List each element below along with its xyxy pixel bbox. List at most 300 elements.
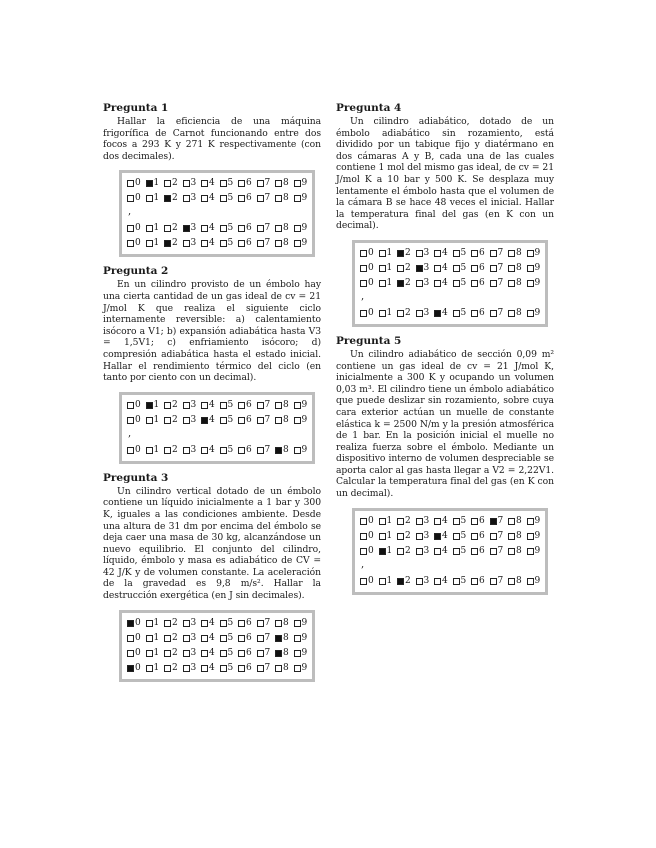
digit-option[interactable] xyxy=(434,547,453,556)
checkbox[interactable] xyxy=(238,447,245,454)
checkbox[interactable] xyxy=(527,280,534,287)
checkbox-checked[interactable] xyxy=(434,533,441,540)
digit-option[interactable] xyxy=(416,309,435,318)
checkbox[interactable] xyxy=(146,240,153,247)
checkbox[interactable] xyxy=(508,310,515,317)
digit-option[interactable] xyxy=(257,649,276,658)
checkbox[interactable] xyxy=(238,665,245,672)
digit-option[interactable] xyxy=(360,517,379,526)
checkbox[interactable] xyxy=(397,265,404,272)
digit-option[interactable] xyxy=(490,264,509,273)
checkbox[interactable] xyxy=(434,518,441,525)
digit-option[interactable] xyxy=(434,532,453,541)
digit-option[interactable] xyxy=(397,279,416,288)
digit-option[interactable] xyxy=(527,517,546,526)
checkbox[interactable] xyxy=(294,195,301,202)
digit-option[interactable] xyxy=(397,532,416,541)
digit-option[interactable] xyxy=(379,577,398,586)
digit-option[interactable] xyxy=(490,577,509,586)
checkbox[interactable] xyxy=(238,225,245,232)
digit-option[interactable] xyxy=(434,249,453,258)
digit-option[interactable] xyxy=(471,264,490,273)
digit-option[interactable] xyxy=(127,194,146,203)
checkbox[interactable] xyxy=(257,447,264,454)
checkbox[interactable] xyxy=(471,265,478,272)
digit-option[interactable] xyxy=(238,649,257,658)
checkbox[interactable] xyxy=(183,620,190,627)
digit-option[interactable] xyxy=(527,309,546,318)
digit-option[interactable] xyxy=(238,416,257,425)
checkbox[interactable] xyxy=(471,548,478,555)
checkbox[interactable] xyxy=(201,650,208,657)
digit-option[interactable] xyxy=(360,547,379,556)
checkbox[interactable] xyxy=(257,225,264,232)
checkbox[interactable] xyxy=(164,620,171,627)
checkbox-checked[interactable] xyxy=(146,180,153,187)
digit-option[interactable] xyxy=(294,224,313,233)
digit-option[interactable] xyxy=(220,446,239,455)
checkbox[interactable] xyxy=(360,250,367,257)
digit-option[interactable] xyxy=(471,279,490,288)
checkbox[interactable] xyxy=(220,650,227,657)
checkbox[interactable] xyxy=(294,620,301,627)
digit-option[interactable] xyxy=(527,279,546,288)
digit-option[interactable] xyxy=(257,179,276,188)
checkbox[interactable] xyxy=(379,310,386,317)
digit-option[interactable] xyxy=(471,249,490,258)
digit-option[interactable] xyxy=(275,664,294,673)
checkbox[interactable] xyxy=(453,578,460,585)
checkbox[interactable] xyxy=(127,402,134,409)
checkbox[interactable] xyxy=(275,225,282,232)
digit-option[interactable] xyxy=(220,224,239,233)
digit-option[interactable] xyxy=(416,532,435,541)
checkbox[interactable] xyxy=(416,548,423,555)
checkbox[interactable] xyxy=(257,665,264,672)
checkbox-checked[interactable] xyxy=(379,548,386,555)
checkbox[interactable] xyxy=(164,650,171,657)
digit-option[interactable] xyxy=(416,279,435,288)
digit-option[interactable] xyxy=(294,664,313,673)
digit-option[interactable] xyxy=(201,664,220,673)
checkbox[interactable] xyxy=(360,280,367,287)
checkbox[interactable] xyxy=(397,548,404,555)
checkbox[interactable] xyxy=(220,620,227,627)
digit-option[interactable] xyxy=(453,249,472,258)
checkbox[interactable] xyxy=(508,578,515,585)
digit-option[interactable] xyxy=(508,249,527,258)
checkbox[interactable] xyxy=(146,225,153,232)
checkbox[interactable] xyxy=(275,195,282,202)
digit-option[interactable] xyxy=(471,532,490,541)
digit-option[interactable] xyxy=(294,619,313,628)
digit-option[interactable] xyxy=(127,416,146,425)
checkbox[interactable] xyxy=(146,635,153,642)
checkbox[interactable] xyxy=(508,518,515,525)
checkbox[interactable] xyxy=(238,620,245,627)
checkbox[interactable] xyxy=(490,310,497,317)
digit-option[interactable] xyxy=(294,649,313,658)
checkbox[interactable] xyxy=(146,665,153,672)
digit-option[interactable] xyxy=(508,309,527,318)
digit-option[interactable] xyxy=(201,401,220,410)
checkbox[interactable] xyxy=(220,635,227,642)
checkbox[interactable] xyxy=(434,250,441,257)
digit-option[interactable] xyxy=(201,416,220,425)
checkbox[interactable] xyxy=(183,665,190,672)
digit-option[interactable] xyxy=(379,547,398,556)
checkbox[interactable] xyxy=(508,265,515,272)
digit-option[interactable] xyxy=(275,224,294,233)
digit-option[interactable] xyxy=(360,532,379,541)
digit-option[interactable] xyxy=(238,239,257,248)
checkbox[interactable] xyxy=(146,417,153,424)
checkbox-checked[interactable] xyxy=(416,265,423,272)
checkbox[interactable] xyxy=(379,265,386,272)
digit-option[interactable] xyxy=(238,664,257,673)
digit-option[interactable] xyxy=(508,577,527,586)
checkbox[interactable] xyxy=(183,195,190,202)
checkbox[interactable] xyxy=(220,195,227,202)
digit-option[interactable] xyxy=(397,309,416,318)
checkbox[interactable] xyxy=(127,225,134,232)
checkbox[interactable] xyxy=(471,280,478,287)
digit-option[interactable] xyxy=(201,224,220,233)
digit-option[interactable] xyxy=(434,577,453,586)
digit-option[interactable] xyxy=(397,264,416,273)
checkbox[interactable] xyxy=(238,195,245,202)
digit-option[interactable] xyxy=(238,224,257,233)
digit-option[interactable] xyxy=(164,619,183,628)
digit-option[interactable] xyxy=(360,279,379,288)
checkbox[interactable] xyxy=(201,447,208,454)
checkbox[interactable] xyxy=(416,518,423,525)
checkbox[interactable] xyxy=(238,650,245,657)
checkbox[interactable] xyxy=(416,250,423,257)
digit-option[interactable] xyxy=(183,416,202,425)
checkbox[interactable] xyxy=(257,195,264,202)
checkbox[interactable] xyxy=(294,225,301,232)
digit-option[interactable] xyxy=(127,239,146,248)
digit-option[interactable] xyxy=(146,416,165,425)
checkbox[interactable] xyxy=(434,548,441,555)
checkbox[interactable] xyxy=(471,310,478,317)
checkbox[interactable] xyxy=(294,240,301,247)
checkbox[interactable] xyxy=(201,225,208,232)
digit-option[interactable] xyxy=(527,547,546,556)
digit-option[interactable] xyxy=(379,249,398,258)
checkbox[interactable] xyxy=(164,447,171,454)
checkbox[interactable] xyxy=(146,650,153,657)
digit-option[interactable] xyxy=(453,517,472,526)
checkbox[interactable] xyxy=(146,620,153,627)
checkbox[interactable] xyxy=(220,417,227,424)
digit-option[interactable] xyxy=(379,264,398,273)
digit-option[interactable] xyxy=(220,664,239,673)
checkbox-checked[interactable] xyxy=(490,518,497,525)
checkbox[interactable] xyxy=(453,533,460,540)
digit-option[interactable] xyxy=(397,547,416,556)
digit-option[interactable] xyxy=(471,309,490,318)
checkbox[interactable] xyxy=(257,635,264,642)
checkbox[interactable] xyxy=(360,265,367,272)
digit-option[interactable] xyxy=(490,309,509,318)
digit-option[interactable] xyxy=(183,634,202,643)
digit-option[interactable] xyxy=(127,401,146,410)
checkbox[interactable] xyxy=(379,533,386,540)
checkbox[interactable] xyxy=(397,518,404,525)
digit-option[interactable] xyxy=(275,416,294,425)
checkbox[interactable] xyxy=(164,665,171,672)
digit-option[interactable] xyxy=(238,619,257,628)
checkbox[interactable] xyxy=(471,250,478,257)
checkbox[interactable] xyxy=(360,518,367,525)
digit-option[interactable] xyxy=(453,264,472,273)
digit-option[interactable] xyxy=(220,649,239,658)
checkbox[interactable] xyxy=(294,665,301,672)
digit-option[interactable] xyxy=(294,634,313,643)
digit-option[interactable] xyxy=(379,532,398,541)
digit-option[interactable] xyxy=(164,416,183,425)
checkbox[interactable] xyxy=(490,265,497,272)
digit-option[interactable] xyxy=(183,401,202,410)
checkbox[interactable] xyxy=(294,417,301,424)
digit-option[interactable] xyxy=(508,547,527,556)
digit-option[interactable] xyxy=(416,517,435,526)
checkbox[interactable] xyxy=(220,225,227,232)
checkbox[interactable] xyxy=(275,417,282,424)
digit-option[interactable] xyxy=(183,239,202,248)
digit-option[interactable] xyxy=(201,239,220,248)
digit-option[interactable] xyxy=(379,279,398,288)
digit-option[interactable] xyxy=(127,649,146,658)
checkbox[interactable] xyxy=(183,180,190,187)
digit-option[interactable] xyxy=(416,547,435,556)
digit-option[interactable] xyxy=(220,239,239,248)
checkbox[interactable] xyxy=(453,280,460,287)
digit-option[interactable] xyxy=(164,634,183,643)
digit-option[interactable] xyxy=(220,194,239,203)
checkbox[interactable] xyxy=(164,417,171,424)
checkbox[interactable] xyxy=(434,578,441,585)
checkbox[interactable] xyxy=(508,533,515,540)
digit-option[interactable] xyxy=(471,517,490,526)
checkbox[interactable] xyxy=(257,650,264,657)
digit-option[interactable] xyxy=(220,179,239,188)
digit-option[interactable] xyxy=(379,517,398,526)
checkbox-checked[interactable] xyxy=(397,250,404,257)
checkbox[interactable] xyxy=(220,447,227,454)
checkbox-checked[interactable] xyxy=(201,417,208,424)
checkbox[interactable] xyxy=(508,250,515,257)
checkbox-checked[interactable] xyxy=(397,578,404,585)
checkbox-checked[interactable] xyxy=(127,665,134,672)
digit-option[interactable] xyxy=(257,224,276,233)
digit-option[interactable] xyxy=(490,532,509,541)
digit-option[interactable] xyxy=(201,649,220,658)
digit-option[interactable] xyxy=(275,194,294,203)
checkbox[interactable] xyxy=(416,280,423,287)
checkbox[interactable] xyxy=(527,310,534,317)
digit-option[interactable] xyxy=(275,179,294,188)
digit-option[interactable] xyxy=(416,264,435,273)
digit-option[interactable] xyxy=(127,619,146,628)
checkbox[interactable] xyxy=(220,665,227,672)
digit-option[interactable] xyxy=(238,179,257,188)
digit-option[interactable] xyxy=(527,249,546,258)
checkbox[interactable] xyxy=(201,665,208,672)
checkbox[interactable] xyxy=(508,280,515,287)
checkbox[interactable] xyxy=(527,548,534,555)
checkbox[interactable] xyxy=(275,402,282,409)
checkbox[interactable] xyxy=(201,620,208,627)
digit-option[interactable] xyxy=(164,401,183,410)
digit-option[interactable] xyxy=(294,194,313,203)
digit-option[interactable] xyxy=(164,224,183,233)
digit-option[interactable] xyxy=(416,249,435,258)
digit-option[interactable] xyxy=(508,279,527,288)
checkbox[interactable] xyxy=(201,402,208,409)
checkbox[interactable] xyxy=(201,195,208,202)
checkbox[interactable] xyxy=(294,635,301,642)
checkbox[interactable] xyxy=(453,250,460,257)
checkbox[interactable] xyxy=(220,402,227,409)
checkbox[interactable] xyxy=(183,417,190,424)
checkbox[interactable] xyxy=(238,417,245,424)
checkbox-checked[interactable] xyxy=(183,225,190,232)
digit-option[interactable] xyxy=(146,446,165,455)
checkbox[interactable] xyxy=(183,402,190,409)
checkbox[interactable] xyxy=(527,578,534,585)
digit-option[interactable] xyxy=(275,649,294,658)
digit-option[interactable] xyxy=(490,279,509,288)
checkbox[interactable] xyxy=(397,533,404,540)
digit-option[interactable] xyxy=(146,401,165,410)
digit-option[interactable] xyxy=(453,279,472,288)
digit-option[interactable] xyxy=(146,194,165,203)
digit-option[interactable] xyxy=(294,401,313,410)
digit-option[interactable] xyxy=(379,309,398,318)
checkbox-checked[interactable] xyxy=(164,240,171,247)
checkbox-checked[interactable] xyxy=(434,310,441,317)
digit-option[interactable] xyxy=(434,264,453,273)
digit-option[interactable] xyxy=(275,634,294,643)
digit-option[interactable] xyxy=(397,577,416,586)
digit-option[interactable] xyxy=(453,309,472,318)
checkbox[interactable] xyxy=(294,180,301,187)
checkbox[interactable] xyxy=(434,265,441,272)
checkbox[interactable] xyxy=(257,620,264,627)
digit-option[interactable] xyxy=(201,619,220,628)
checkbox[interactable] xyxy=(164,402,171,409)
checkbox[interactable] xyxy=(527,533,534,540)
checkbox[interactable] xyxy=(434,280,441,287)
digit-option[interactable] xyxy=(527,264,546,273)
digit-option[interactable] xyxy=(183,664,202,673)
checkbox[interactable] xyxy=(527,250,534,257)
digit-option[interactable] xyxy=(201,194,220,203)
digit-option[interactable] xyxy=(294,416,313,425)
digit-option[interactable] xyxy=(201,634,220,643)
checkbox[interactable] xyxy=(183,635,190,642)
digit-option[interactable] xyxy=(453,547,472,556)
digit-option[interactable] xyxy=(238,446,257,455)
digit-option[interactable] xyxy=(257,194,276,203)
checkbox[interactable] xyxy=(275,240,282,247)
checkbox[interactable] xyxy=(275,180,282,187)
digit-option[interactable] xyxy=(527,532,546,541)
checkbox[interactable] xyxy=(294,447,301,454)
digit-option[interactable] xyxy=(397,249,416,258)
digit-option[interactable] xyxy=(127,179,146,188)
digit-option[interactable] xyxy=(275,619,294,628)
checkbox[interactable] xyxy=(127,635,134,642)
checkbox[interactable] xyxy=(508,548,515,555)
digit-option[interactable] xyxy=(527,577,546,586)
digit-option[interactable] xyxy=(294,179,313,188)
checkbox[interactable] xyxy=(490,533,497,540)
digit-option[interactable] xyxy=(360,249,379,258)
digit-option[interactable] xyxy=(275,401,294,410)
digit-option[interactable] xyxy=(360,264,379,273)
checkbox[interactable] xyxy=(275,620,282,627)
digit-option[interactable] xyxy=(183,619,202,628)
digit-option[interactable] xyxy=(257,401,276,410)
digit-option[interactable] xyxy=(397,517,416,526)
digit-option[interactable] xyxy=(127,224,146,233)
digit-option[interactable] xyxy=(257,634,276,643)
checkbox[interactable] xyxy=(146,195,153,202)
digit-option[interactable] xyxy=(257,239,276,248)
checkbox[interactable] xyxy=(257,402,264,409)
digit-option[interactable] xyxy=(146,239,165,248)
checkbox[interactable] xyxy=(490,280,497,287)
checkbox[interactable] xyxy=(127,417,134,424)
digit-option[interactable] xyxy=(164,194,183,203)
checkbox[interactable] xyxy=(275,665,282,672)
checkbox[interactable] xyxy=(471,518,478,525)
checkbox[interactable] xyxy=(360,578,367,585)
digit-option[interactable] xyxy=(490,249,509,258)
digit-option[interactable] xyxy=(434,309,453,318)
checkbox-checked[interactable] xyxy=(275,635,282,642)
digit-option[interactable] xyxy=(164,649,183,658)
digit-option[interactable] xyxy=(257,446,276,455)
checkbox[interactable] xyxy=(164,635,171,642)
checkbox[interactable] xyxy=(527,265,534,272)
digit-option[interactable] xyxy=(220,416,239,425)
checkbox[interactable] xyxy=(220,240,227,247)
checkbox[interactable] xyxy=(453,518,460,525)
checkbox[interactable] xyxy=(416,533,423,540)
checkbox-checked[interactable] xyxy=(127,620,134,627)
digit-option[interactable] xyxy=(490,517,509,526)
checkbox[interactable] xyxy=(183,447,190,454)
digit-option[interactable] xyxy=(220,634,239,643)
digit-option[interactable] xyxy=(220,619,239,628)
checkbox[interactable] xyxy=(527,518,534,525)
checkbox[interactable] xyxy=(183,650,190,657)
digit-option[interactable] xyxy=(294,446,313,455)
checkbox[interactable] xyxy=(360,533,367,540)
digit-option[interactable] xyxy=(164,446,183,455)
checkbox[interactable] xyxy=(471,578,478,585)
checkbox[interactable] xyxy=(379,578,386,585)
digit-option[interactable] xyxy=(257,416,276,425)
digit-option[interactable] xyxy=(275,239,294,248)
checkbox[interactable] xyxy=(164,225,171,232)
checkbox[interactable] xyxy=(490,548,497,555)
